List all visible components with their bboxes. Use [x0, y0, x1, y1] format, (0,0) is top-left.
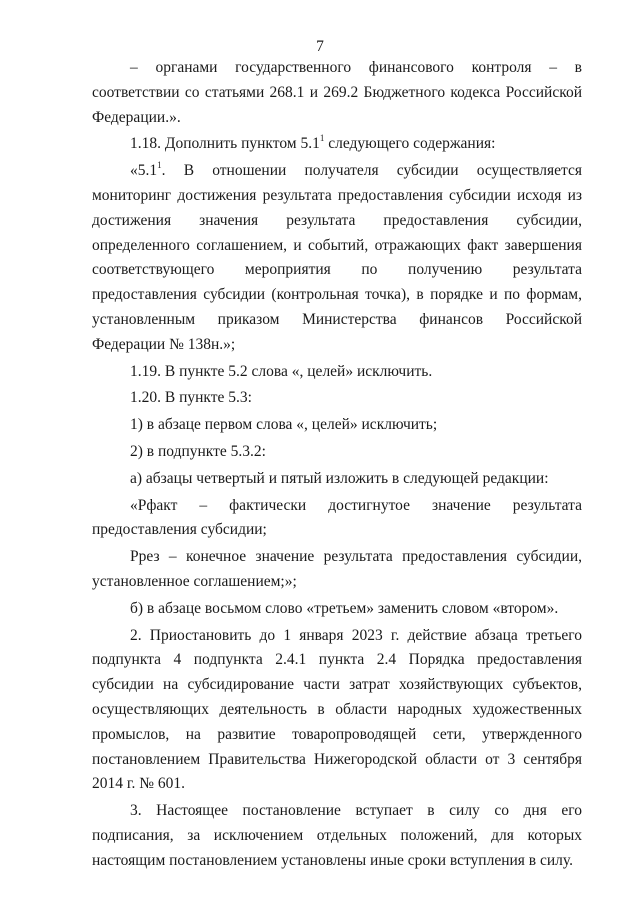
paragraph-1-20: 1.20. В пункте 5.3:	[130, 389, 252, 407]
paragraph-1-19: 1.19. В пункте 5.2 слова «, целей» исключить.	[130, 362, 433, 380]
superscript: 1	[157, 160, 162, 171]
paragraph-2: 2. Приостановить до 1 января 2023 г. действие абзаца третьего подпункта 4 подпункта 2.4.1 пункта 2.4 Порядка предоставления субсидии на субсидирование части затрат хозяйствующих субъектов, осуществляющих деятельность в области народных художественных промыслов, на развитие товаропроводящей сети, утвержденного постановлением Правительства Нижегородской области от 3 сентября 2014 г. № 601.	[92, 626, 582, 793]
paragraph-5-1-1	[92, 157, 582, 357]
paragraph-1-18-text-a: 1.18. Дополнить пунктом 5.1	[130, 135, 320, 153]
paragraph-rrez: Ррез – конечное значение результата предоставления субсидии, установленное соглашением;»;	[92, 548, 582, 590]
paragraph-item-a: а) абзацы четвертый и пятый изложить в следующей редакции:	[130, 469, 549, 487]
paragraph-3: 3. Настоящее постановление вступает в силу со дня его подписания, за исключением отдельных положений, для которых настоящим постановлением установлены иные сроки вступления в силу.	[92, 802, 582, 869]
superscript: 1	[319, 133, 325, 144]
paragraph-1-18-text-b: следующего содержания:	[324, 135, 496, 153]
paragraph-rfact: «Рфакт – фактически достигнутое значение результата предоставления субсидии;	[92, 496, 582, 539]
page-number: 7	[316, 38, 324, 55]
paragraph-5-1-1-text-a: «5.1	[130, 162, 158, 180]
paragraph-5-1-1-text-b: . В отношении получателя субсидии осуществляется мониторинг достижения результата предоставления субсидии исходя из достижения значения результата предоставления субсидии, определенного соглашением, и событий, отражающих факт завершения соответствующего мероприятия по получению результата предоставления субсидии (контрольная точка), в порядке и по формам, установленным приказом Министерства финансов Российской Федерации № 138н.»;	[92, 162, 582, 353]
paragraph-1-18	[92, 130, 582, 157]
paragraph-item-1: 1) в абзаце первом слова «, целей» исключить;	[130, 416, 438, 434]
document-body	[92, 56, 582, 874]
paragraph-item-b: б) в абзаце восьмом слово «третьем» заменить словом «втором».	[130, 599, 559, 617]
paragraph-item-2: 2) в подпункте 5.3.2:	[130, 442, 266, 460]
paragraph-financial-control: – органами государственного финансового контроля – в соответствии со статьями 268.1 и 269.2 Бюджетного кодекса Российской Федерации.».	[92, 59, 582, 126]
